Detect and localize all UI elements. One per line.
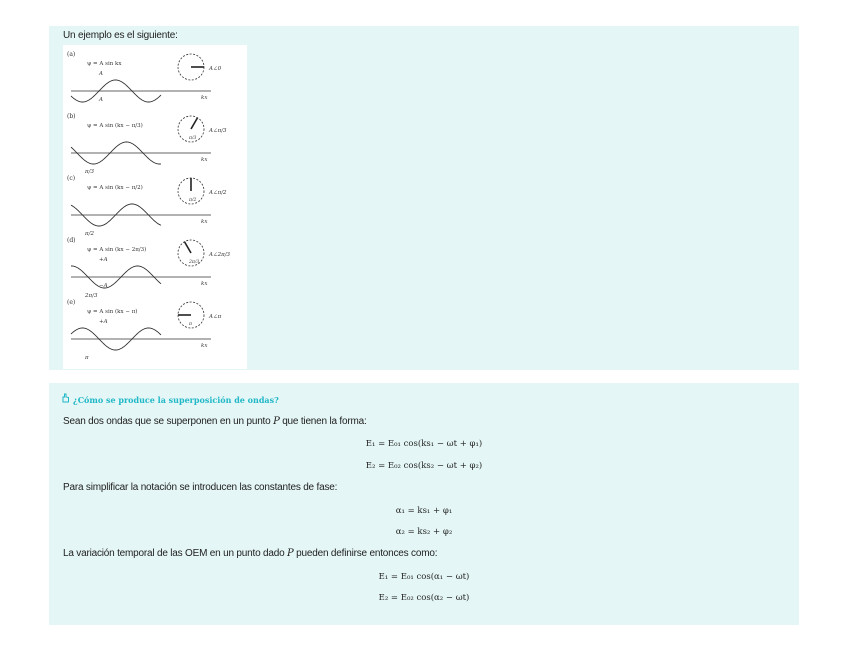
point-variable-2: P <box>287 548 294 559</box>
panel-equation: ψ = A sin (kx − π) <box>87 309 138 315</box>
panel-axis-label: kx <box>201 281 208 287</box>
panel-equation: ψ = A sin (kx − π/2) <box>87 185 143 191</box>
phasor-angle: 2π/3 <box>189 260 200 265</box>
phasor-label: A∠2π/3 <box>209 252 231 258</box>
equation-e1-alpha: E₁ = E₀₁ cos(α₁ − ωt) <box>378 572 470 582</box>
paragraph-phase: Para simplificar la notación se introducen las constantes de fase: <box>63 482 338 493</box>
panel-shift-label: π/2 <box>85 231 94 237</box>
panel-axis-label: kx <box>201 95 208 101</box>
panel-amplitude-top: A <box>99 71 103 77</box>
phasor-label: A∠π/2 <box>209 190 227 196</box>
panel-label: (c) <box>67 175 76 182</box>
superposition-card <box>49 383 799 625</box>
panel-label: (b) <box>67 113 76 120</box>
intro-text: Un ejemplo es el siguiente: <box>63 30 178 41</box>
question-text: ¿Cómo se produce la superposición de ondas? <box>73 395 279 405</box>
equation-e2-alpha: E₂ = E₀₂ cos(α₂ − ωt) <box>378 593 470 603</box>
phase-shift-figure <box>63 45 247 369</box>
paragraph-waves-after: que tienen la forma: <box>279 416 367 427</box>
point-variable: P <box>273 416 280 427</box>
panel-axis-label: kx <box>201 219 208 225</box>
paragraph-waves-before: Sean dos ondas que se superponen en un punto <box>63 416 274 427</box>
phase-shift-diagram <box>63 45 247 369</box>
equation-alpha2: α₂ = ks₂ + φ₂ <box>395 527 453 537</box>
phasor-angle: π <box>189 322 192 327</box>
panel-amplitude-bottom: A <box>99 97 103 103</box>
hand-icon <box>61 393 70 405</box>
phasor-label: A∠0 <box>209 66 222 72</box>
panel-label: (d) <box>67 237 76 244</box>
equation-e1: E₁ = E₀₁ cos(ks₁ − ωt + φ₁) <box>365 439 483 449</box>
phasor-angle: π/3 <box>189 136 197 141</box>
panel-shift-label: π/3 <box>85 169 94 175</box>
panel-amplitude-top: +A <box>99 319 108 325</box>
panel-amplitude-top: +A <box>99 257 108 263</box>
paragraph-temporal-after: pueden definirse entonces como: <box>293 548 438 559</box>
phasor-label: A∠π <box>209 314 222 320</box>
panel-amplitude-bottom: −A <box>99 283 108 289</box>
panel-axis-label: kx <box>201 343 208 349</box>
paragraph-waves <box>63 416 367 427</box>
equation-e2: E₂ = E₀₂ cos(ks₂ − ωt + φ₂) <box>365 461 483 471</box>
panel-equation: ψ = A sin kx <box>87 61 122 67</box>
panel-equation: ψ = A sin (kx − π/3) <box>87 123 143 129</box>
paragraph-temporal <box>63 548 437 559</box>
paragraph-temporal-before: La variación temporal de las OEM en un punto dado <box>63 548 288 559</box>
panel-shift-label: 2π/3 <box>85 293 98 299</box>
panel-label: (a) <box>67 51 76 58</box>
panel-axis-label: kx <box>201 157 208 163</box>
panel-equation: ψ = A sin (kx − 2π/3) <box>87 247 147 253</box>
phasor-arrow <box>185 242 192 253</box>
panel-shift-label: π <box>85 355 89 361</box>
panel-label: (e) <box>67 299 76 306</box>
equation-alpha1: α₁ = ks₁ + φ₁ <box>395 506 453 516</box>
example-card <box>49 26 799 370</box>
phasor-angle: π/2 <box>189 198 197 203</box>
question-heading <box>61 393 279 405</box>
phasor-arrow <box>191 118 198 129</box>
phasor-label: A∠π/3 <box>209 128 227 134</box>
